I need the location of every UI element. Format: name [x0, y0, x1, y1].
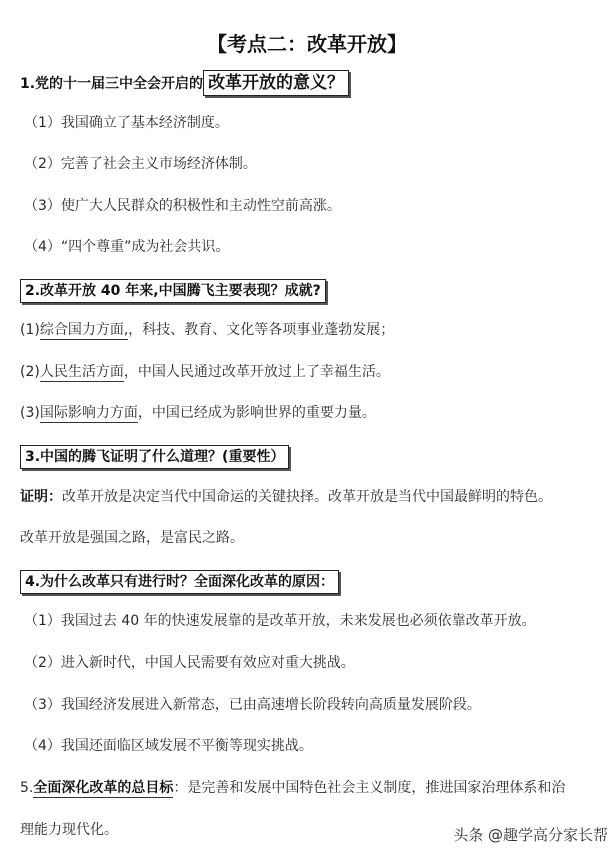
question-5-key-underlined: 全面深化改革的总目标	[33, 780, 174, 796]
question-1-prefix: 1.党的十一届三中全会开启的	[20, 76, 204, 92]
question-1-item: （1）我国确立了基本经济制度。	[24, 115, 229, 131]
question-4-item: （3）我国经济发展进入新常态，已由高速增长阶段转向高质量发展阶段。	[24, 697, 481, 713]
question-1-boxed-label: 改革开放的意义？	[203, 70, 349, 96]
question-3-heading	[20, 445, 289, 469]
item-number: (3)	[20, 405, 40, 421]
item-key-underlined: 综合国力方面,	[39, 322, 129, 338]
question-2-item	[20, 362, 390, 382]
item-number: (1)	[20, 322, 40, 338]
page-title: 【考点二：改革开放】	[207, 32, 407, 56]
item-key-underlined: 国际影响力方面	[39, 405, 138, 421]
question-4-boxed-label: 4.为什么改革只有进行时？全面深化改革的原因：	[20, 570, 339, 594]
question-4-heading	[20, 570, 339, 594]
question-2-item	[20, 320, 394, 340]
question-2-item	[20, 403, 376, 423]
question-1-heading	[20, 70, 349, 96]
question-4-item: （1）我国过去 40 年的快速发展靠的是改革开放，未来发展也必须依靠改革开放。	[24, 613, 536, 629]
question-4-item: （2）进入新时代，中国人民需要有效应对重大挑战。	[24, 655, 355, 671]
item-text: ，中国人民通过改革开放过上了幸福生活。	[123, 364, 390, 380]
item-text: ，中国已经成为影响世界的重要力量。	[137, 405, 376, 421]
proof-text: 改革开放是决定当代中国命运的关键抉择。改革开放是当代中国最鲜明的特色。	[62, 489, 552, 505]
item-text: ，科技、教育、文化等各项事业蓬勃发展；	[128, 322, 395, 338]
question-4-item: （4）我国还面临区域发展不平衡等现实挑战。	[24, 738, 313, 754]
proof-label: 证明：	[20, 489, 62, 505]
question-2-boxed-label: 2.改革开放 40 年来,中国腾飞主要表现？成就?	[20, 279, 326, 303]
question-1-item: （3）使广大人民群众的积极性和主动性空前高涨。	[24, 198, 341, 214]
question-2-heading	[20, 279, 326, 303]
item-key-underlined: 人民生活方面	[39, 364, 124, 380]
question-5-text-continued: 理能力现代化。	[20, 822, 118, 838]
question-1-item: （2）完善了社会主义市场经济体制。	[24, 156, 257, 172]
question-5-rest: ：是完善和发展中国特色社会主义制度，推进国家治理体系和治	[173, 780, 566, 796]
question-3-proof-continued: 改革开放是强国之路，是富民之路。	[20, 530, 244, 546]
question-5-text	[20, 778, 565, 798]
item-number: (2)	[20, 364, 40, 380]
question-3-proof	[20, 487, 552, 507]
watermark: 头条 @趣学高分家长帮	[453, 826, 608, 844]
question-3-boxed-label: 3.中国的腾飞证明了什么道理？(重要性）	[20, 445, 289, 469]
question-1-item: （4）“四个尊重”成为社会共识。	[24, 239, 230, 255]
question-5-number: 5.	[20, 780, 34, 796]
